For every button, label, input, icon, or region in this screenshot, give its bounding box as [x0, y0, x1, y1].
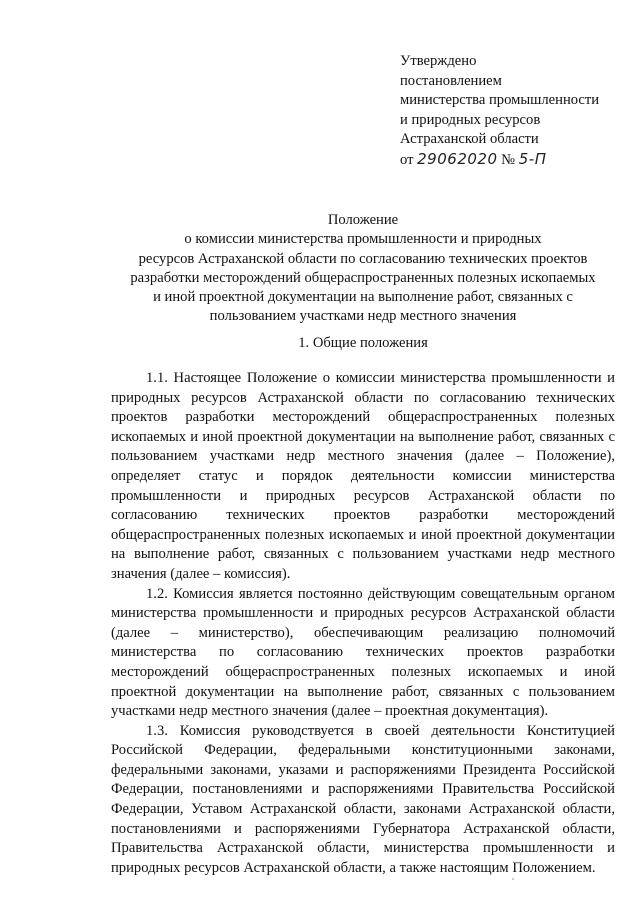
- handwritten-number: 5-П: [518, 149, 547, 168]
- approval-block: [400, 52, 625, 170]
- approval-line: Астраханской области: [400, 131, 539, 147]
- approval-line: и природных ресурсов: [400, 111, 541, 128]
- title-line: о комиссии министерства промышленности и природных: [184, 231, 542, 248]
- date-prefix: от: [400, 151, 414, 168]
- title-line: ресурсов Астраханской области по согласованию технических проектов: [138, 250, 588, 267]
- number-sign: №: [501, 151, 516, 168]
- approval-line: постановлением: [400, 72, 502, 89]
- paragraph-1-2: 1.2. Комиссия является постоянно действующим совещательным органом министерства промышленности и природных ресурсов Астраханской области (далее – министерство), обеспечивающим реализацию полномочий министерства по согласованию технических проектов разработки месторождений общераспространенных полезных ископаемых и иной проектной документации на выполнение работ, связанных с пользованием участками недр местного значения (далее – проектная документация).: [111, 585, 615, 720]
- approval-line: Утверждено: [400, 53, 477, 69]
- section-heading: 1. Общие положения: [298, 335, 428, 351]
- approval-line: министерства промышленности: [400, 92, 600, 108]
- title-line: и иной проектной документации на выполнение работ, связанных с: [153, 289, 573, 306]
- document-title: [100, 211, 626, 327]
- paragraph-1-3: 1.3. Комиссия руководствуется в своей деятельности Конституцией Российской Федерации, федеральными конституционными законами, федеральными законами, указами и распоряжениями Президента Российской Федерации, постановлениями и распоряжениями Правительства Российской Федерации, Уставом Астраханской области, законами Астраханской области, постановлениями и распоряжениями Губернатора Астраханской области, Правительства Астраханской области, министерства промышленности и природных ресурсов Астраханской области, а также настоящим Положением.: [111, 722, 615, 876]
- scan-speck: [512, 878, 514, 880]
- title-line: пользованием участками недр местного значения: [209, 308, 517, 325]
- handwritten-date: 29062020: [417, 149, 498, 168]
- approval-date-line: [400, 150, 625, 171]
- document-body: [111, 369, 615, 878]
- title-line: разработки месторождений общераспространенных полезных ископаемых: [130, 269, 596, 286]
- title-line: Положение: [327, 212, 399, 228]
- paragraph-1-1: 1.1. Настоящее Положение о комиссии министерства промышленности и природных ресурсов Астраханской области по согласованию технических проектов разработки месторождений общераспространенных полезных ископаемых и иной проектной документации на выполнение работ, связанных с пользованием участками недр местного значения (далее – Положение), определяет статус и порядок деятельности комиссии министерства промышленности и природных ресурсов Астраханской области по согласованию технических проектов разработки месторождений общераспространенных полезных ископаемых и иной проектной документации на выполнение работ, связанных с пользованием участками недр местного значения (далее – комиссия).: [111, 370, 615, 582]
